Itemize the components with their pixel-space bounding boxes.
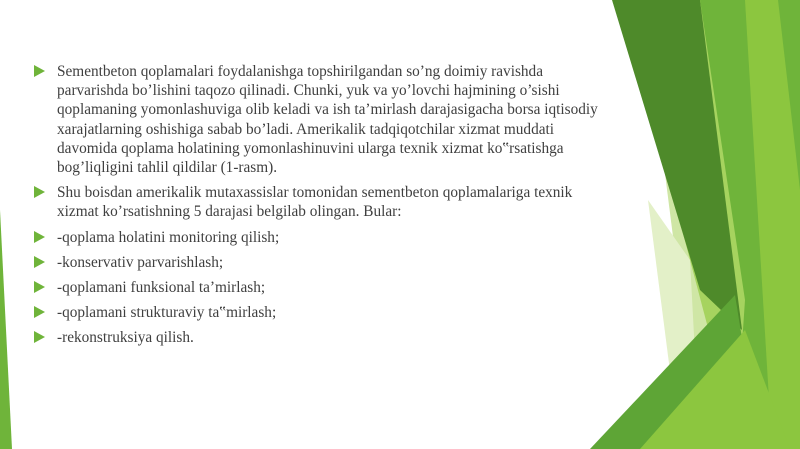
triangle-bullet-icon [34, 231, 45, 243]
left-green-stripe [0, 210, 12, 449]
bullet-text: Sementbeton qoplamalari foydalanishga topshirilgandan so’ng doimiy ravishda parvarishda bo’lishini taqozo qilinadi. Chunki, yuk va yo’lovchi hajmining o’sishi qoplamaning yomonlashuviga olib keladi va ish ta’mirlash darajasigacha borsa iqtisodiy xarajatlarning oshishiga sabab bo’ladi. Amerikalik tadqiqotchilar xizmat muddati davomida qoplama holatining yomonlashinuvini ularga texnik xizmat ko‟rsatishga bog’liqligini tahlil qildilar (1-rasm). [57, 63, 598, 177]
bullet-text: -konservativ parvarishlash; [57, 253, 224, 271]
list-item [34, 62, 604, 177]
triangle-bullet-icon [34, 65, 45, 77]
bullet-text: -qoplamani funksional ta’mirlash; [57, 279, 266, 297]
list-item [34, 183, 604, 221]
list-item [34, 253, 604, 272]
triangle-bullet-icon [34, 186, 45, 198]
triangle-bullet-icon [34, 306, 45, 318]
triangle-bullet-icon [34, 256, 45, 268]
bullet-text: Shu boisdan amerikalik mutaxassislar tomonidan sementbeton qoplamalariga texnik xizmat ko’rsatishning 5 darajasi belgilab olingan. Bular: [57, 184, 573, 221]
bullet-list [34, 62, 604, 354]
bullet-text: -qoplamani strukturaviy ta‟mirlash; [57, 304, 277, 322]
list-item [34, 228, 604, 247]
bullet-text: -qoplama holatini monitoring qilish; [57, 228, 280, 246]
list-item [34, 328, 604, 347]
list-item [34, 303, 604, 322]
triangle-bullet-icon [34, 331, 45, 343]
list-item [34, 278, 604, 297]
triangle-bullet-icon [34, 281, 45, 293]
bullet-text: -rekonstruksiya qilish. [57, 329, 194, 347]
